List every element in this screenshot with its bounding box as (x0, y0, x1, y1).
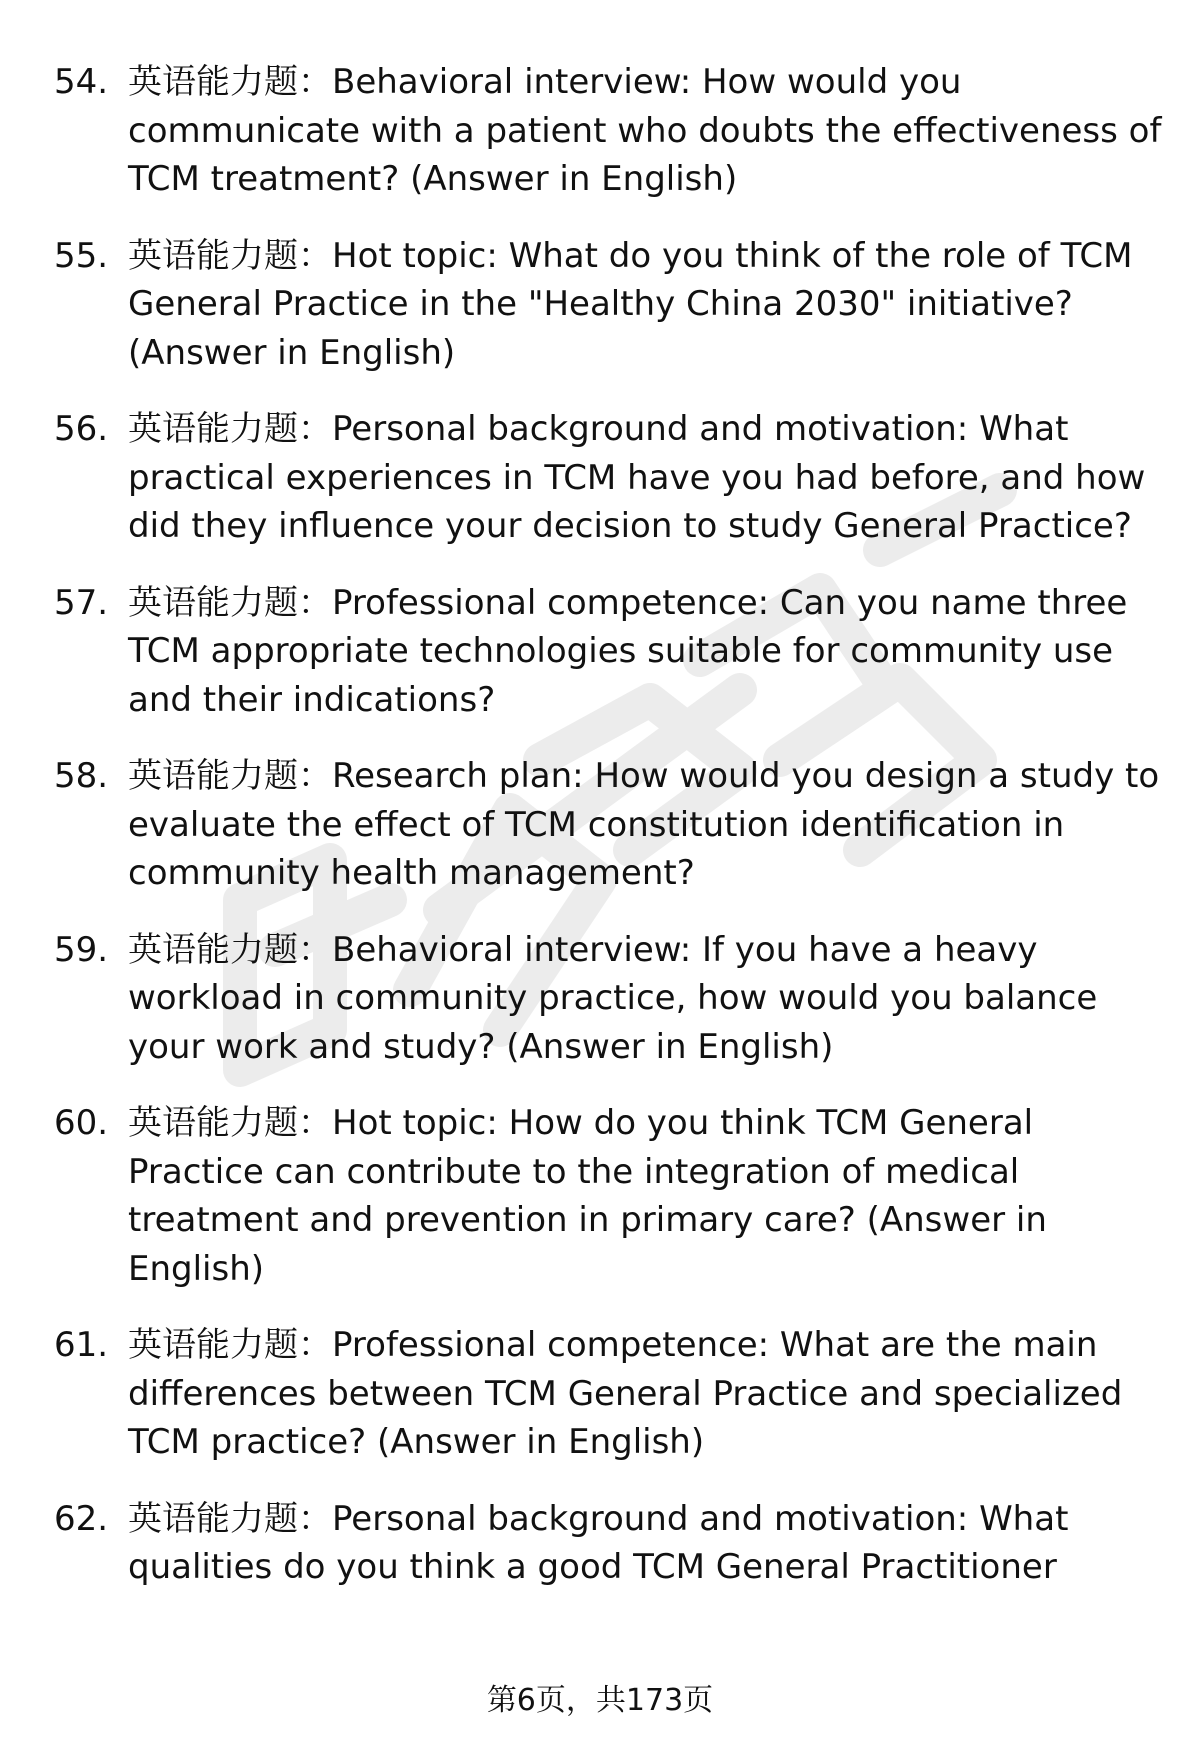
question-category: 英语能力题： (128, 409, 332, 449)
question-text: Behavioral interview: How would you communicate with a patient who doubts the effectiveness of TCM treatment? (Answer in English) (128, 62, 1162, 199)
question-body (128, 405, 1164, 551)
page-number-footer: 第6页，共173页 (486, 1683, 714, 1718)
question-text: Hot topic: What do you think of the role of TCM General Practice in the "Healthy China 2030" initiative? (Answer in English) (128, 235, 1133, 373)
question-number: 60. (54, 1103, 109, 1143)
question-category: 英语能力题： (128, 62, 332, 102)
question-body (128, 1495, 1164, 1641)
question-body (128, 1099, 1164, 1293)
question-item (54, 1321, 1164, 1467)
question-item (54, 1495, 1164, 1641)
question-item (54, 926, 1164, 1072)
question-number: 57. (54, 582, 109, 623)
question-category: 英语能力题： (128, 929, 332, 970)
question-item (54, 579, 1164, 725)
question-category: 英语能力题： (128, 756, 332, 796)
question-text: Personal background and motivation: What qualities do you think a good TCM General Practitioner (128, 1498, 1069, 1587)
question-item (54, 405, 1164, 551)
question-text: Research plan: How would you design a study to evaluate the effect of TCM constitution identification in community health management? (128, 756, 1160, 893)
question-number: 55. (54, 235, 109, 276)
question-body (128, 926, 1164, 1072)
question-body (128, 579, 1164, 725)
question-text: Behavioral interview: If you have a heavy workload in community practice, how would you balance your work and study? (Answer in English) (128, 929, 1098, 1067)
question-category: 英语能力题： (128, 1103, 332, 1143)
question-text: Hot topic: How do you think TCM General Practice can contribute to the integration of medical treatment and prevention in primary care? (Answer in English) (128, 1103, 1047, 1289)
question-number: 62. (54, 1498, 109, 1539)
question-body (128, 232, 1164, 378)
question-category: 英语能力题： (128, 1325, 332, 1365)
question-category: 英语能力题： (128, 1498, 332, 1539)
question-item (54, 232, 1164, 378)
question-number: 59. (54, 929, 109, 970)
question-number: 58. (54, 756, 109, 796)
question-item (54, 752, 1164, 898)
question-number: 56. (54, 409, 109, 449)
question-body (128, 752, 1164, 898)
question-number: 61. (54, 1325, 109, 1365)
question-item (54, 1099, 1164, 1293)
question-number: 54. (54, 62, 109, 102)
question-list (54, 58, 1164, 1641)
question-text: Professional competence: Can you name three TCM appropriate technologies suitable for community use and their indications? (128, 582, 1128, 720)
question-body (128, 58, 1164, 204)
question-category: 英语能力题： (128, 235, 332, 276)
question-body (128, 1321, 1164, 1467)
question-text: Personal background and motivation: What practical experiences in TCM have you had before, and how did they influence your decision to study General Practice? (128, 409, 1146, 546)
question-item (54, 58, 1164, 204)
question-category: 英语能力题： (128, 582, 332, 623)
question-text: Professional competence: What are the main differences between TCM General Practice and specialized TCM practice? (Answer in English) (128, 1325, 1123, 1462)
